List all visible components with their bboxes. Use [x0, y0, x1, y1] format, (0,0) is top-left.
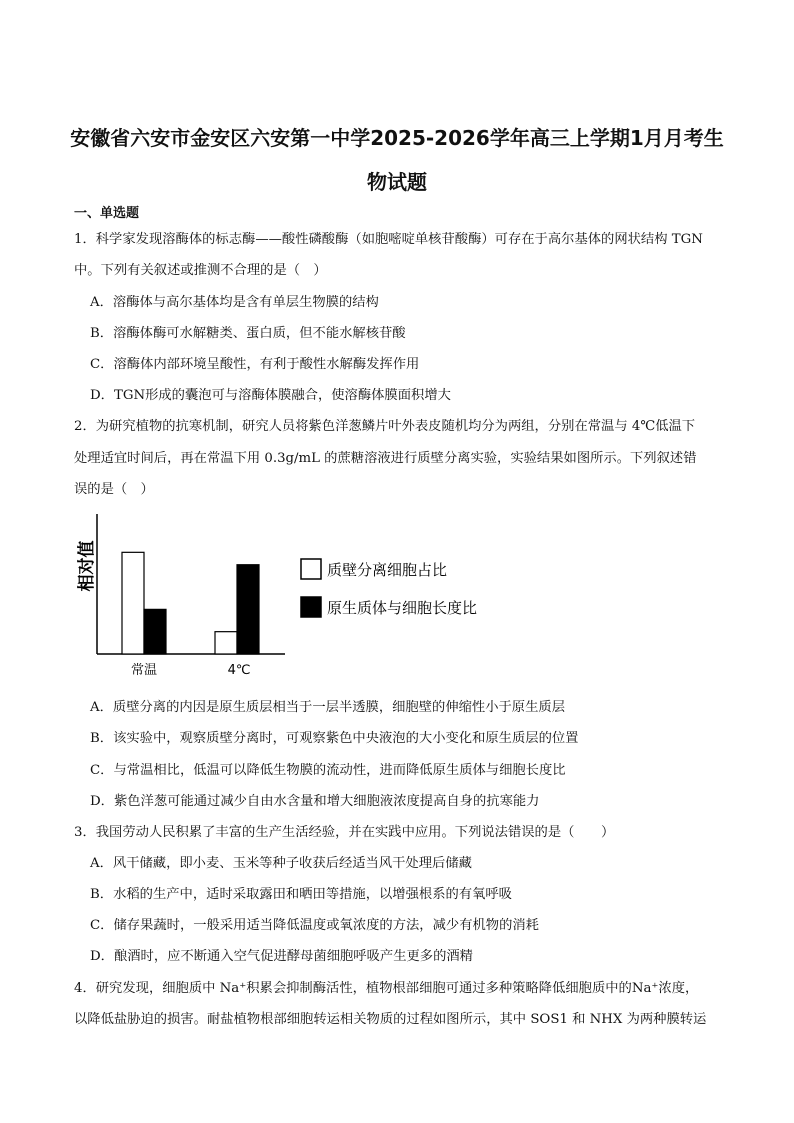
q1-option-d: D．TGN形成的囊泡可与溶酶体膜融合，使溶酶体膜面积增大: [90, 388, 451, 403]
document-title-line1: 安徽省六安市金安区六安第一中学2025-2026学年高三上学期1月月考生: [70, 126, 724, 150]
q2-option-c: C．与常温相比，低温可以降低生物膜的流动性，进而降低原生质体与细胞长度比: [90, 763, 566, 778]
bar-protoplast-length-ratio-1: [237, 565, 259, 654]
bar-chart: [70, 508, 500, 688]
q1-option-c: C．溶酶体内部环境呈酸性，有利于酸性水解酶发挥作用: [90, 357, 420, 372]
q4-stem-line2: 以降低盐胁迫的损害。耐盐植物根部细胞转运相关物质的过程如图所示，其中 SOS1 和 NHX 为两种膜转运: [74, 1012, 707, 1027]
bar-protoplast-length-ratio-0: [144, 609, 166, 654]
q4-stem-line1: 4．研究发现，细胞质中 Na⁺积累会抑制酶活性，植物根部细胞可通过多种策略降低细胞质中的Na⁺浓度，: [74, 981, 699, 996]
legend-label-0: 质壁分离细胞占比: [327, 561, 448, 579]
q2-option-d: D．紫色洋葱可能通过减少自由水含量和增大细胞液浓度提高自身的抗寒能力: [90, 794, 540, 809]
y-axis-label: 相对值: [77, 540, 97, 592]
q3-option-d: D．酿酒时，应不断通入空气促进酵母菌细胞呼吸产生更多的酒精: [90, 949, 473, 964]
document-title-line2: 物试题: [367, 170, 427, 194]
legend-label-1: 原生质体与细胞长度比: [327, 599, 478, 617]
q1-stem-line1: 1．科学家发现溶酶体的标志酶——酸性磷酸酶（如胞嘧啶单核苷酸酶）可存在于高尔基体的网状结构 TGN: [74, 232, 703, 247]
bar-plasmolysis-ratio-0: [122, 552, 144, 654]
category-label-1: 4℃: [227, 663, 251, 678]
q3-stem-line1: 3．我国劳动人民积累了丰富的生产生活经验，并在实践中应用。下列说法错误的是（ ）: [74, 825, 615, 840]
q1-option-a: A．溶酶体与高尔基体均是含有单层生物膜的结构: [90, 295, 379, 310]
bar-plasmolysis-ratio-1: [215, 632, 237, 654]
q2-stem-line3: 误的是（ ）: [74, 482, 154, 497]
q2-stem-line2: 处理适宜时间后，再在常温下用 0.3g/mL 的蔗糖溶液进行质壁分离实验，实验结果如图所示。下列叙述错: [74, 451, 697, 466]
q2-option-a: A．质壁分离的内因是原生质层相当于一层半透膜，细胞壁的伸缩性小于原生质层: [90, 700, 565, 715]
legend-swatch-1: [301, 597, 321, 617]
q2-stem-line1: 2．为研究植物的抗寒机制，研究人员将紫色洋葱鳞片叶外表皮随机均分为两组，分别在常温与 4℃低温下: [74, 419, 696, 434]
q3-option-a: A．风干储藏，即小麦、玉米等种子收获后经适当风干处理后储藏: [90, 856, 472, 871]
q1-stem-line2: 中。下列有关叙述或推测不合理的是（ ）: [74, 263, 327, 278]
q1-option-b: B．溶酶体酶可水解糖类、蛋白质，但不能水解核苷酸: [90, 326, 406, 341]
category-label-0: 常温: [130, 663, 158, 678]
section-heading: 一、单选题: [74, 206, 140, 221]
q3-option-b: B．水稻的生产中，适时采取露田和晒田等措施，以增强根系的有氧呼吸: [90, 887, 512, 902]
q3-option-c: C．储存果蔬时，一般采用适当降低温度或氧浓度的方法，减少有机物的消耗: [90, 918, 539, 933]
legend-swatch-0: [301, 559, 321, 579]
q2-option-b: B．该实验中，观察质壁分离时，可观察紫色中央液泡的大小变化和原生质层的位置: [90, 731, 579, 746]
